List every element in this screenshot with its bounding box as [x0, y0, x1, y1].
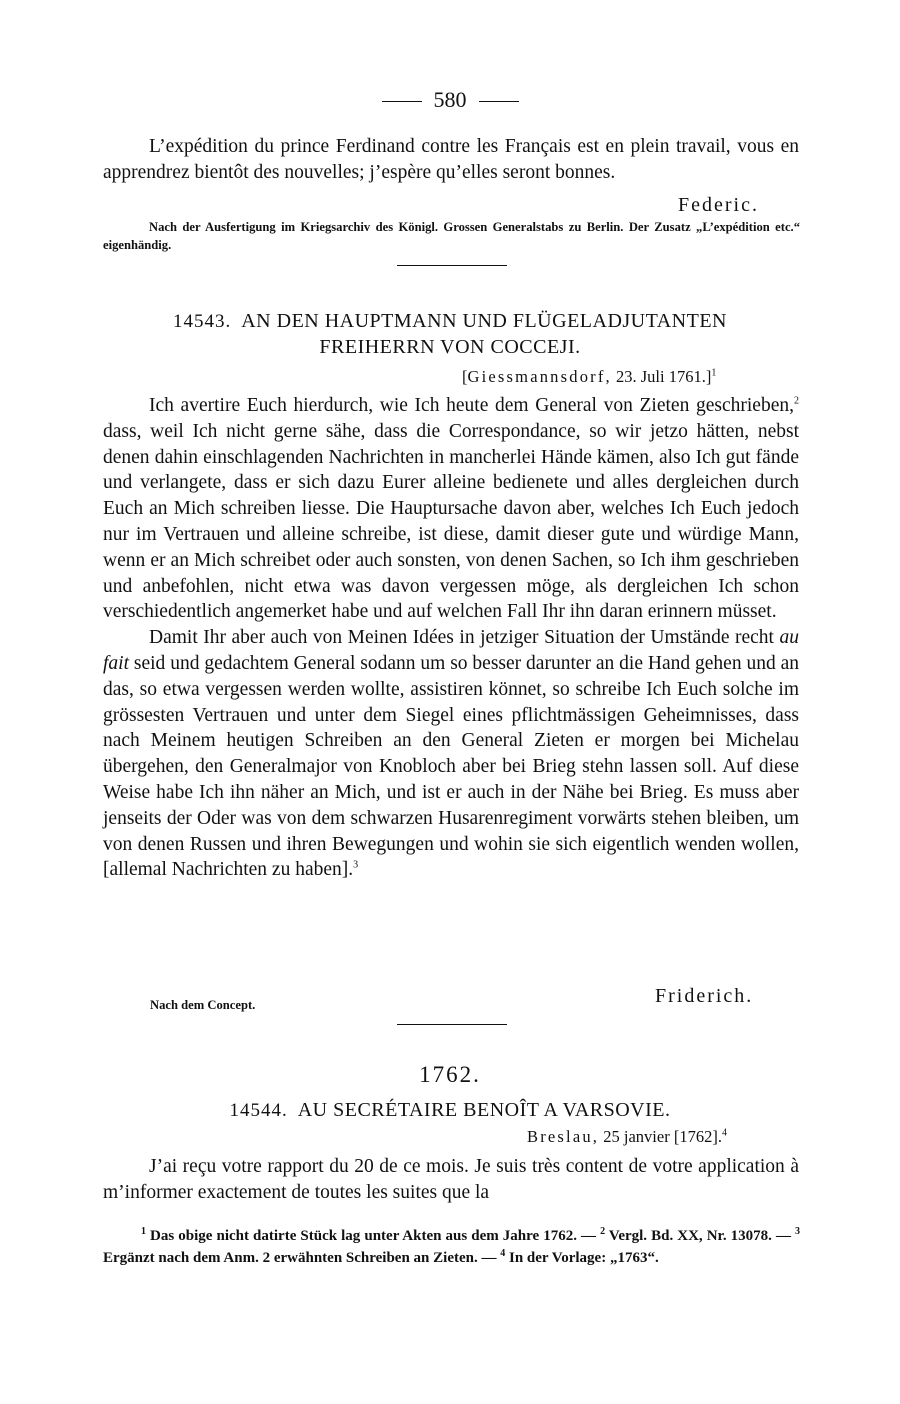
letter-14543-title-line2	[0, 334, 900, 360]
footnote-2: Vergl. Bd. XX, Nr. 13078. —	[605, 1228, 795, 1244]
letter-14543-title-a: AN DEN HAUPTMANN UND FLÜGELADJUTANTEN	[241, 310, 727, 332]
prev-letter-paragraph	[103, 134, 799, 186]
header-dash-right	[479, 101, 519, 102]
prev-letter-text: L’expédition du prince Ferdinand contre les Français est en plein travail, vous en apprendrez bientôt des nouvelles; j’espère qu’elles seront bonnes.	[103, 136, 799, 183]
page-number: 580	[433, 87, 467, 112]
dateline-14544-date: 25 janvier [1762].	[603, 1127, 722, 1146]
footnote-4: In der Vorlage: „1763“.	[505, 1249, 659, 1266]
letter-14543-body	[103, 393, 799, 883]
para2-text-b: seid und gedachtem General sodann um so besser darunter an die Hand gehen und an das, so etwa vergessen werden wollte, assistiren könnet, so schreibe Ich Euch solche im grössesten Vertrauen und unter dem Siegel eines pflichtmässigen Geheimnisses, dass nach Meinem heutigen Schreiben an den General Zieten er morgen bei Michelau übergehen, den Generalmajor von Knobloch aber bei Brieg stehn lassen soll. Auf diese Weise habe Ich ihn näher an Mich, und ist er auch in der Nähe bei Brieg. Es muss aber jenseits der Oder was von dem schwarzen Husarenregiment vorwärts stehen bleiben, um von denen Russen und ihren Bewegungen und wohin sie sich eigentlich wenden wollen, [allemal Nachrichten zu haben].	[103, 652, 799, 881]
section-divider-2	[397, 1024, 507, 1025]
dateline-date: 23. Juli 1761.]	[615, 367, 712, 386]
letter-14544-dateline	[527, 1126, 727, 1148]
letter-14543-number: 14543.	[172, 311, 232, 332]
para2-text-a: Damit Ihr aber auch von Meinen Idées in jetziger Situation der Umstände recht	[149, 627, 780, 649]
footnote-block	[103, 1226, 800, 1269]
para1-text-b: dass, weil Ich nicht gerne sähe, dass die Correspondance, so wir jetzo hätten, nebst denen dahin einschlagenden Nachrichten in mancherlei Hände kämen, also Ich gut fände und verlangete, dass er sich dazu Eurer alleine bedienete und alles dergleichen durch Euch an Mich schreiben liesse. Die Hauptursache davon aber, welches Ich Euch jedoch nur im Vertrauen und alleine schreibe, ist diese, damit dieser gute und würdige Mann, wenn er an Mich schreibet oder auch sonsten, von denen Sachen, so Ich ihm geschrieben und anbefohlen, nicht etwa was davon vergessen möge, als dergleichen Ich schon verschiedentlich angemerket habe und auf welchen Fall Ihr ihn daran erinnern müsset.	[103, 420, 799, 623]
footnote-3: Ergänzt nach dem Anm. 2 erwähnten Schreiben an Zieten. —	[103, 1249, 501, 1266]
prev-letter-source-note	[103, 218, 800, 254]
footnote-ref-3: 3	[353, 859, 359, 871]
para1-text-a: Ich avertire Euch hierdurch, wie Ich heute dem General von Zieten geschrieben,	[149, 395, 794, 416]
dateline-14544-place: Breslau,	[527, 1127, 600, 1146]
year-heading: 1762.	[419, 1062, 481, 1087]
footnote-ref-4: 4	[721, 1127, 727, 1139]
prev-letter-signature: Federic.	[678, 194, 759, 216]
footnotes	[103, 1226, 800, 1269]
letter-14543-title-b: FREIHERRN VON COCCEJI.	[319, 336, 581, 358]
header-dash-left	[382, 101, 422, 102]
prev-source-note-text: Nach der Ausfertigung im Kriegsarchiv des Königl. Grossen Generalstabs zu Berlin. Der Zusatz „L’expédition etc.“ eigenhändig.	[103, 220, 800, 252]
footnote-1: Das obige nicht datirte Stück lag unter Akten aus dem Jahre 1762. —	[146, 1228, 601, 1244]
letter-14543-dateline	[462, 366, 716, 388]
letter-14543-paragraph-1	[103, 393, 799, 625]
footnote-ref-1: 1	[711, 367, 717, 379]
page-header	[0, 86, 900, 114]
letter-14544-title-text: AU SECRÉTAIRE BENOÎT A VARSOVIE.	[297, 1099, 671, 1121]
letter-14544-body	[103, 1154, 799, 1206]
footnote-mark-4: 4	[500, 1247, 506, 1259]
footnote-mark-3: 3	[795, 1226, 800, 1237]
letter-14544-title	[0, 1097, 900, 1124]
para2-italic-phrase: au fait	[103, 627, 799, 674]
letter-14544-number: 14544.	[229, 1100, 288, 1121]
letter-14543-signature: Friderich.	[655, 985, 754, 1007]
letter-14543-source-note: Nach dem Concept.	[150, 998, 256, 1012]
letter-14543-paragraph-2	[103, 625, 799, 883]
dateline-open-bracket: [	[462, 367, 468, 386]
letter-14544-paragraph: J’ai reçu votre rapport du 20 de ce mois. Je suis très content de votre application à m’informer exactement de toutes les suites que la	[103, 1156, 799, 1203]
footnote-mark-1: 1	[141, 1226, 146, 1237]
footnote-ref-2: 2	[794, 395, 799, 407]
footnote-mark-2: 2	[600, 1226, 606, 1237]
section-divider	[397, 265, 507, 266]
letter-14543-title-line1	[0, 308, 900, 335]
dateline-place: Giessmannsdorf,	[467, 367, 612, 386]
